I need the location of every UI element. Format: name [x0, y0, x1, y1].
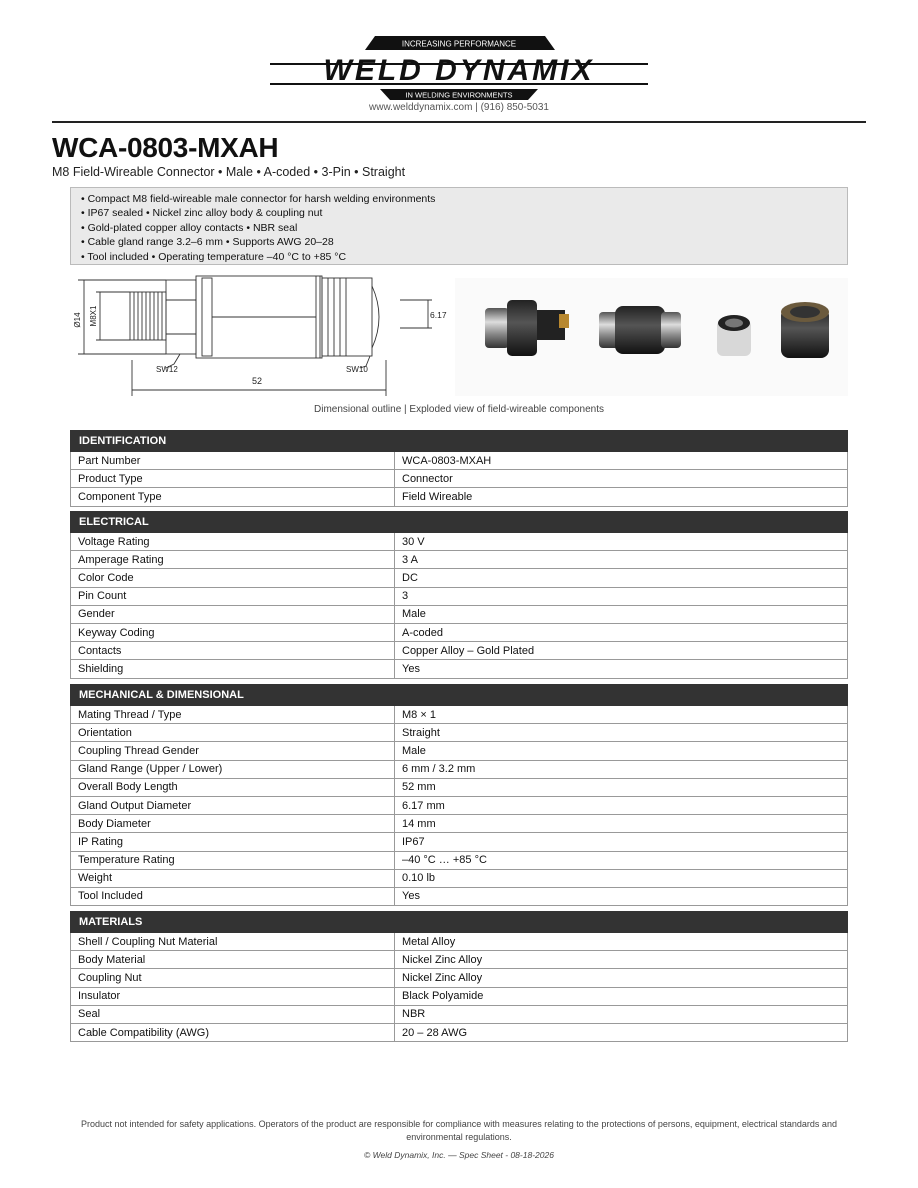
- row-value: M8 × 1: [395, 706, 848, 724]
- feature-item: • IP67 sealed • Nickel zinc alloy body & coupling nut: [81, 207, 323, 220]
- table-row: [71, 642, 848, 660]
- table-row: [71, 1023, 848, 1041]
- tagline-bottom: IN WELDING ENVIRONMENTS: [405, 90, 513, 100]
- table-row: [71, 951, 848, 969]
- row-label: Mating Thread / Type: [71, 706, 395, 724]
- safety-disclaimer: Product not intended for safety applications. Operators of the product are responsible for compliance with measures relating to the protections of persons, equipment, electrical standards and environmental regulations.: [81, 1119, 837, 1142]
- table-row: [71, 969, 848, 987]
- table-row: [71, 706, 848, 724]
- row-value: 52 mm: [395, 778, 848, 796]
- image-caption: Dimensional outline | Exploded view of field-wireable components: [314, 404, 604, 415]
- row-label: Keyway Coding: [71, 623, 395, 641]
- table-row: [71, 452, 848, 470]
- row-label: Coupling Thread Gender: [71, 742, 395, 760]
- row-value: –40 °C … +85 °C: [395, 851, 848, 869]
- feature-item: • Gold-plated copper alloy contacts • NBR seal: [81, 221, 298, 234]
- feature-item: • Tool included • Operating temperature –40 °C to +85 °C: [81, 250, 347, 263]
- thread-label: M8X1: [89, 305, 98, 327]
- row-label: Insulator: [71, 987, 395, 1005]
- row-label: Voltage Rating: [71, 533, 395, 551]
- row-value: DC: [395, 569, 848, 587]
- contact-line: www.welddynamix.com | (916) 850-5031: [369, 102, 549, 113]
- row-label: Cable Compatibility (AWG): [71, 1023, 395, 1041]
- sw-left-label: SW12: [156, 365, 178, 374]
- table-row: [71, 605, 848, 623]
- row-value: Male: [395, 742, 848, 760]
- row-label: Body Material: [71, 951, 395, 969]
- row-value: Yes: [395, 887, 848, 905]
- table-row: [71, 623, 848, 641]
- row-value: Male: [395, 605, 848, 623]
- row-value: 20 – 28 AWG: [395, 1023, 848, 1041]
- feature-item: • Cable gland range 3.2–6 mm • Supports AWG 20–28: [81, 236, 334, 249]
- table-row: [71, 933, 848, 951]
- table-row: [71, 851, 848, 869]
- row-label: Temperature Rating: [71, 851, 395, 869]
- row-value: Straight: [395, 724, 848, 742]
- exploded-view-image: [455, 278, 848, 396]
- row-label: Orientation: [71, 724, 395, 742]
- brand-name: WELD DYNAMIX: [323, 54, 595, 87]
- table-row: [71, 1005, 848, 1023]
- row-value: A-coded: [395, 623, 848, 641]
- spec-table-mechanical: [70, 684, 848, 906]
- row-label: Overall Body Length: [71, 778, 395, 796]
- row-value: Metal Alloy: [395, 933, 848, 951]
- table-row: [71, 796, 848, 814]
- table-row: [71, 470, 848, 488]
- section-header: MECHANICAL & DIMENSIONAL: [71, 685, 848, 706]
- row-value: 6 mm / 3.2 mm: [395, 760, 848, 778]
- row-label: Gender: [71, 605, 395, 623]
- row-label: Seal: [71, 1005, 395, 1023]
- table-row: [71, 869, 848, 887]
- spec-table-identification: [70, 430, 848, 507]
- section-header: MATERIALS: [71, 912, 848, 933]
- table-row: [71, 488, 848, 506]
- row-label: Body Diameter: [71, 815, 395, 833]
- table-row: [71, 760, 848, 778]
- section-header: ELECTRICAL: [71, 512, 848, 533]
- diameter-label: Ø14: [73, 312, 82, 328]
- row-label: Shielding: [71, 660, 395, 678]
- row-value: IP67: [395, 833, 848, 851]
- row-value: 3 A: [395, 551, 848, 569]
- row-value: NBR: [395, 1005, 848, 1023]
- table-row: [71, 569, 848, 587]
- row-label: Shell / Coupling Nut Material: [71, 933, 395, 951]
- row-label: Coupling Nut: [71, 969, 395, 987]
- feature-item: • Compact M8 field-wireable male connector for harsh welding environments: [81, 193, 436, 205]
- table-row: [71, 887, 848, 905]
- table-row: [71, 533, 848, 551]
- row-label: Tool Included: [71, 887, 395, 905]
- spec-table-electrical: [70, 511, 848, 679]
- feature-box: [70, 187, 848, 265]
- row-value: Nickel Zinc Alloy: [395, 969, 848, 987]
- section-header: IDENTIFICATION: [71, 431, 848, 452]
- row-value: Field Wireable: [395, 488, 848, 506]
- table-row: [71, 778, 848, 796]
- sw-right-label: SW10: [346, 365, 368, 374]
- row-value: 0.10 lb: [395, 869, 848, 887]
- row-value: Copper Alloy – Gold Plated: [395, 642, 848, 660]
- page-title: WCA-0803-MXAH: [52, 132, 279, 163]
- row-label: Gland Output Diameter: [71, 796, 395, 814]
- table-row: [71, 987, 848, 1005]
- spec-table-materials: [70, 911, 848, 1042]
- row-value: Black Polyamide: [395, 987, 848, 1005]
- row-label: Color Code: [71, 569, 395, 587]
- row-label: Pin Count: [71, 587, 395, 605]
- table-row: [71, 742, 848, 760]
- row-value: Nickel Zinc Alloy: [395, 951, 848, 969]
- gland-label: 6.17: [430, 310, 447, 320]
- row-label: Contacts: [71, 642, 395, 660]
- row-label: Part Number: [71, 452, 395, 470]
- row-value: 14 mm: [395, 815, 848, 833]
- table-row: [71, 724, 848, 742]
- row-value: 3: [395, 587, 848, 605]
- row-label: IP Rating: [71, 833, 395, 851]
- dimensional-drawing: [70, 272, 450, 400]
- table-row: [71, 815, 848, 833]
- row-value: 30 V: [395, 533, 848, 551]
- row-label: Component Type: [71, 488, 395, 506]
- row-label: Gland Range (Upper / Lower): [71, 760, 395, 778]
- row-label: Amperage Rating: [71, 551, 395, 569]
- table-row: [71, 551, 848, 569]
- page-subtitle: M8 Field-Wireable Connector • Male • A-coded • 3-Pin • Straight: [52, 165, 406, 179]
- row-label: Weight: [71, 869, 395, 887]
- row-value: Yes: [395, 660, 848, 678]
- row-value: WCA-0803-MXAH: [395, 452, 848, 470]
- tagline-top: INCREASING PERFORMANCE: [401, 39, 517, 49]
- row-value: 6.17 mm: [395, 796, 848, 814]
- length-label: 52: [251, 376, 263, 386]
- header-rule: [52, 121, 866, 123]
- table-row: [71, 660, 848, 678]
- table-row: [71, 833, 848, 851]
- row-value: Connector: [395, 470, 848, 488]
- table-row: [71, 587, 848, 605]
- row-label: Product Type: [71, 470, 395, 488]
- copyright-line: © Weld Dynamix, Inc. — Spec Sheet - 08-18-2026: [364, 1150, 554, 1160]
